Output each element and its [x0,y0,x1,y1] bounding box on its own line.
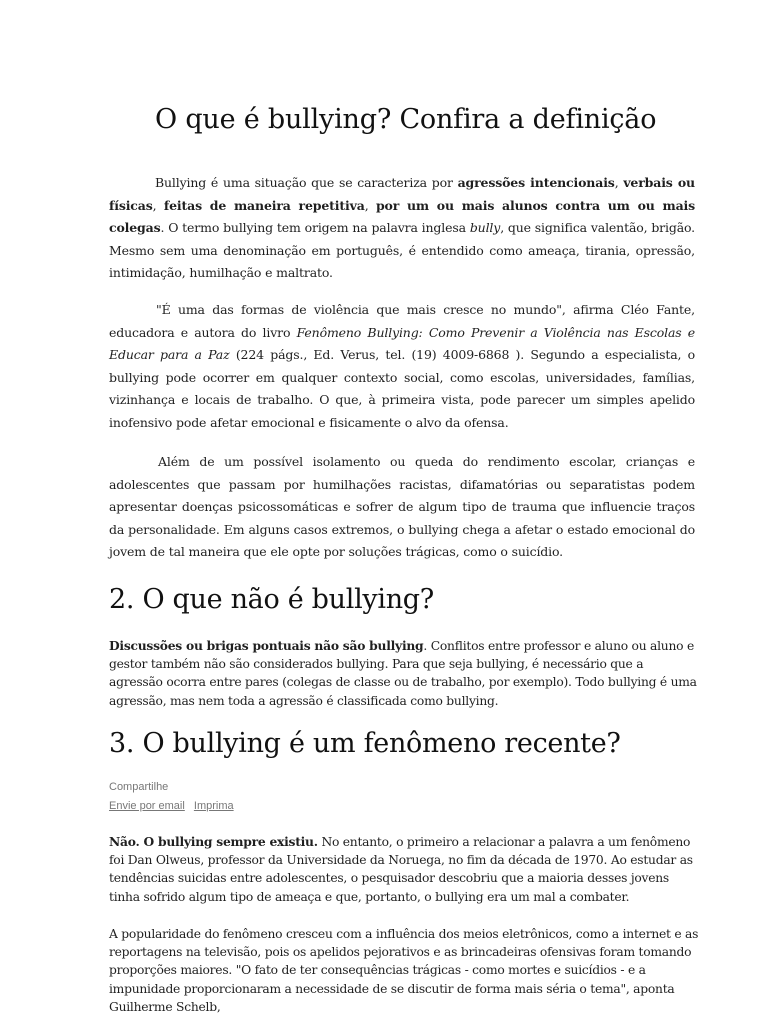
text: Além de um possível isolamento ou queda do rendimento escolar, crianças e adolescentes que passam por humilhações racistas, difamatórias ou separatistas podem apresentar doenças psicossomáticas e sofrer de algum tipo de trauma que influencie traços da personalidade. Em alguns casos extremos, o bullying chega a afetar o estado emocional do jovem de tal maneira que ele opte por soluções trágicas, como o suicídio. [109,454,695,560]
share-label: Compartilhe [109,781,169,793]
text: No entanto, o primeiro a relacionar a palavra a um fenômeno foi Dan Olweus, professor da Universidade da Noruega, no fim da década de 1970. Ao estudar as tendências suicidas entre adolescentes, o pesquisador descobriu que a maioria desses jovens tinha sofrido algum tipo de ameaça e que, portanto, o bullying era um mal a combater. [109,835,693,904]
text: "É uma das formas de violência que mais cresce no mundo", afirma Cléo Fante, educadora e autora do livro [109,302,695,340]
text: , [614,175,624,190]
bold-text: Não. O bullying sempre existiu. [109,834,318,849]
share-links [109,800,240,812]
text: , que significa valentão, brigão. Mesmo sem uma denominação em português, é entendido como ameaça, tirania, opressão, intimidação, humilhação e maltrato. [109,220,695,281]
page-title: O que é bullying? Confira a definição [155,104,657,135]
share-print-link[interactable]: Imprima [193,800,234,812]
paragraph-consequences [109,451,695,564]
bold-text: por um ou mais alunos contra um ou mais colegas [109,197,696,236]
text: (224 págs., Ed. Verus, tel. (19) 4009-6868 ). Segundo a especialista, o bullying pode ocorrer em qualquer contexto social, como escolas, universidades, famílias, vizinhança e locais de trabalho. O que, à primeira vista, pode parecer um simples apelido inofensivo pode afetar emocional e fisicamente o alvo da ofensa. [109,347,695,430]
bold-text: Discussões ou brigas pontuais não são bullying [109,638,424,653]
section-heading-2: 2. O que não é bullying? [109,584,434,615]
book-title: Fenômeno Bullying: Como Prevenir a Violência nas Escolas e Educar para a Paz [109,324,695,363]
paragraph-popularity: A popularidade do fenômeno cresceu com a influência dos meios eletrônicos, como a internet e as reportagens na televisão, pois os apelidos pejorativos e as brincadeiras ofensivas foram tomando proporções maiores. "O fato de ter consequências trágicas - como mortes e suicídios - e a impunidade proporcionaram a necessidade de se discutir de forma mais séria o tema", aponta Guilherme Schelb, [109,927,699,1014]
text: , [152,197,164,213]
bold-text: agressões intencionais [457,175,615,190]
text: . O termo bullying tem origem na palavra inglesa [160,220,470,236]
italic-text: bully [469,220,501,236]
bold-text: feitas de maneira repetitiva [163,197,365,213]
paragraph-quote [109,299,695,435]
paragraph-section-3 [109,833,699,906]
section-heading-3: 3. O bullying é um fenômeno recente? [109,728,621,759]
text: , [364,197,376,213]
share-email-link[interactable]: Envie por email [109,800,185,812]
text: Bullying é uma situação que se caracteriza por [155,175,458,190]
text: . Conflitos entre professor e aluno ou aluno e gestor também não são considerados bullying. Para que seja bullying, é necessário que a agressão ocorra entre pares (colegas de classe ou de trabalho, por exemplo). Todo bullying é uma agressão, mas nem toda a agressão é classificada como bullying. [109,639,697,708]
paragraph-definition [109,172,695,285]
bold-text: verbais ou físicas [109,175,695,213]
paragraph-section-2 [109,637,699,710]
